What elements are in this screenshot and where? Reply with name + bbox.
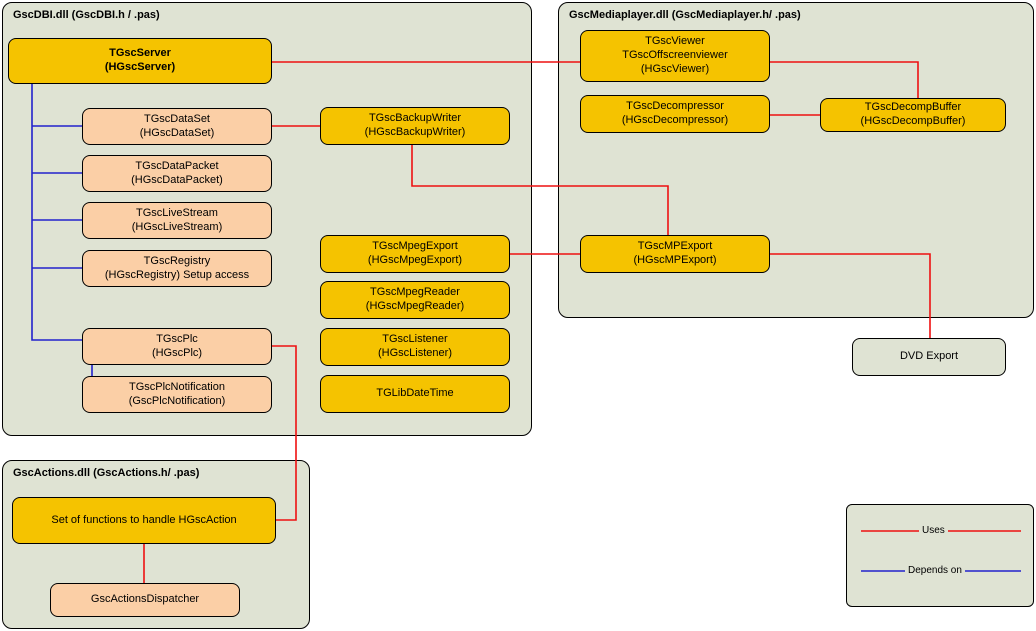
group-gscmediaplayer-title: GscMediaplayer.dll (GscMediaplayer.h/ .pas) <box>569 9 801 21</box>
node-hgscaction-functions[interactable] <box>12 497 276 544</box>
node-tgscplc-line-0: TGscPlc <box>156 332 198 345</box>
node-gscactionsdispatcher-line-0: GscActionsDispatcher <box>90 593 200 606</box>
node-tgscdataset-line-0: TGscDataSet <box>143 112 210 125</box>
node-tgscplcnotification-line-1: (GscPlcNotification) <box>128 394 226 407</box>
node-tgscserver[interactable] <box>8 38 272 84</box>
node-tgscmpegexport-line-1: (HGscMpegExport) <box>367 254 463 266</box>
node-tgscbackupwriter-line-1: (HGscBackupWriter) <box>364 126 466 138</box>
legend-lines <box>847 505 1035 608</box>
node-tgscdecompbuffer[interactable] <box>820 98 1006 132</box>
node-dvd-export-line-0: DVD Export <box>899 350 959 363</box>
node-tgscdataset-line-1: (HGscDataSet) <box>139 126 215 139</box>
node-tgscmpegexport[interactable] <box>320 235 510 273</box>
node-tgscmpexport-line-1: (HGscMPExport) <box>633 254 717 266</box>
node-tgscbackupwriter[interactable] <box>320 107 510 145</box>
node-tgscregistry[interactable] <box>82 250 272 287</box>
node-tgscplc-line-1: (HGscPlc) <box>151 346 203 359</box>
node-tgscdecompressor-line-0: TGscDecompressor <box>626 100 724 113</box>
node-tgscmpegreader-line-1: (HGscMpegReader) <box>365 300 465 312</box>
node-tgscplcnotification[interactable] <box>82 376 272 413</box>
node-tgscserver-line-1: (HGscServer) <box>104 61 176 73</box>
node-hgscaction-functions-line-0: Set of functions to handle HGscAction <box>51 513 237 526</box>
node-dvd-export[interactable] <box>852 338 1006 376</box>
node-tgscplc[interactable] <box>82 328 272 365</box>
node-tglibdatetime-line-0: TGLibDateTime <box>376 387 454 400</box>
node-tgsclivestream[interactable] <box>82 202 272 239</box>
node-tgscplcnotification-line-0: TGscPlcNotification <box>129 380 225 393</box>
node-tgscdecompbuffer-line-1: (HGscDecompBuffer) <box>860 115 966 127</box>
node-tgscdecompbuffer-line-0: TGscDecompBuffer <box>864 101 962 114</box>
node-tglibdatetime[interactable] <box>320 375 510 413</box>
node-tgscmpegreader-line-0: TGscMpegReader <box>370 286 460 299</box>
node-gscactionsdispatcher[interactable] <box>50 583 240 617</box>
legend-depends-label: Depends on <box>905 565 965 576</box>
node-tgscmpegexport-line-0: TGscMpegExport <box>372 240 458 253</box>
node-tgscregistry-line-1: (HGscRegistry) Setup access <box>104 268 250 281</box>
node-tgscmpegreader[interactable] <box>320 281 510 319</box>
node-tgscregistry-line-0: TGscRegistry <box>143 254 211 267</box>
legend-uses-label: Uses <box>919 525 948 536</box>
node-tgscserver-line-0: TGscServer <box>109 47 171 60</box>
node-tgscdatapacket[interactable] <box>82 155 272 192</box>
node-tgscviewer-line-1: TGscOffscreenviewer <box>622 49 728 62</box>
node-tgscdataset[interactable] <box>82 108 272 145</box>
node-tgscmpexport-line-0: TGscMPExport <box>637 240 713 253</box>
node-tgscviewer-line-0: TGscViewer <box>645 35 705 48</box>
group-gscdbi-title: GscDBI.dll (GscDBI.h / .pas) <box>13 9 160 21</box>
node-tgsclistener-line-1: (HGscListener) <box>378 347 452 359</box>
node-tgscbackupwriter-line-0: TGscBackupWriter <box>368 112 462 125</box>
node-tgsclivestream-line-0: TGscLiveStream <box>136 206 218 219</box>
node-tgscdecompressor[interactable] <box>580 95 770 133</box>
group-gscactions-title: GscActions.dll (GscActions.h/ .pas) <box>13 467 200 479</box>
node-tgscviewer[interactable] <box>580 30 770 82</box>
node-tgsclivestream-line-1: (HGscLiveStream) <box>131 220 223 233</box>
node-tgscdatapacket-line-0: TGscDataPacket <box>135 159 219 172</box>
node-tgscviewer-line-2: (HGscViewer) <box>640 62 710 75</box>
node-tgscdecompressor-line-1: (HGscDecompressor) <box>621 114 729 126</box>
node-tgscmpexport[interactable] <box>580 235 770 273</box>
node-tgsclistener[interactable] <box>320 328 510 366</box>
node-tgsclistener-line-0: TGscListener <box>382 333 448 346</box>
legend-box <box>846 504 1034 607</box>
node-tgscdatapacket-line-1: (HGscDataPacket) <box>131 173 223 186</box>
